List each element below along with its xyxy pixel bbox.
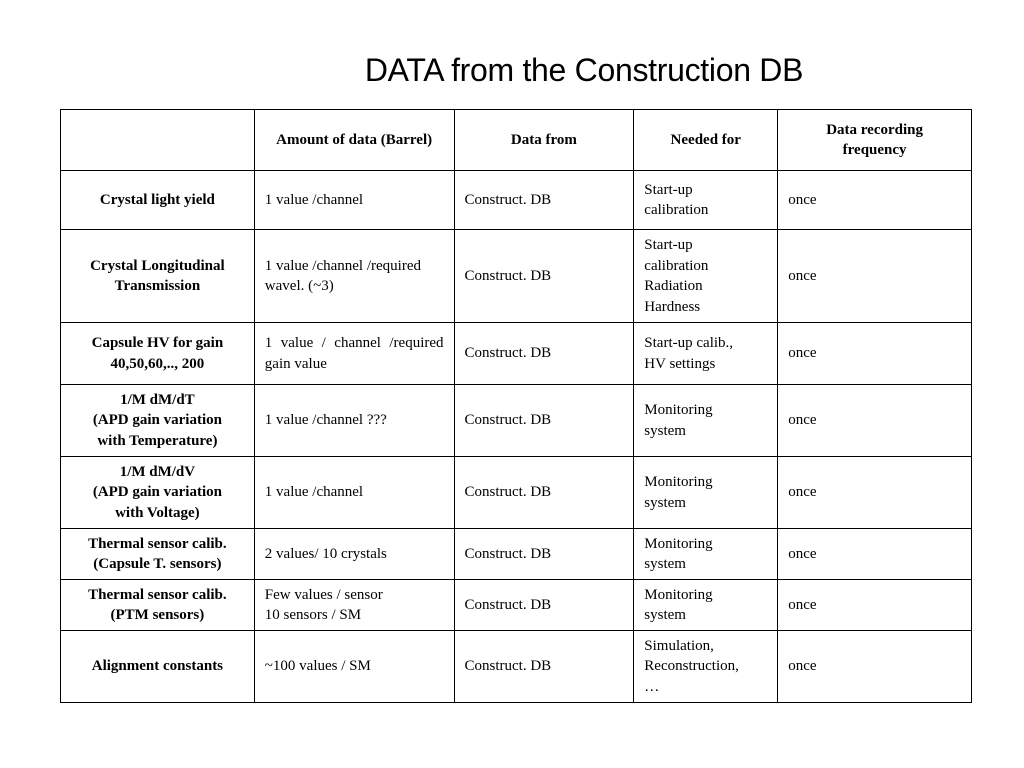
header-cell-empty [61,110,255,171]
table-row [61,580,972,631]
header-cell-needed-for: Needed for [634,110,778,171]
table-row [61,171,972,230]
header-cell-amount: Amount of data (Barrel) [254,110,454,171]
header-cell-frequency: Data recording frequency [778,110,972,171]
table-row [61,631,972,703]
table-row [61,323,972,385]
data-from-cell: Construct. DB [454,171,634,230]
table-header-row [61,110,972,171]
amount-cell: Few values / sensor 10 sensors / SM [254,580,454,631]
row-label: Thermal sensor calib. (PTM sensors) [61,580,255,631]
page-title: DATA from the Construction DB [364,52,804,88]
header-cell-data-from: Data from [454,110,634,171]
table-row [61,385,972,457]
needed-for-cell: Simulation, Reconstruction, … [634,631,778,703]
amount-cell: 1 value /channel ??? [254,385,454,457]
frequency-cell: once [778,529,972,580]
table-row [61,529,972,580]
amount-cell: 1 value /channel [254,457,454,529]
data-from-cell: Construct. DB [454,631,634,703]
data-from-cell: Construct. DB [454,580,634,631]
data-from-cell: Construct. DB [454,457,634,529]
amount-cell: 1 value /channel /required wavel. (~3) [254,230,454,323]
amount-cell: 1 value /channel [254,171,454,230]
data-from-cell: Construct. DB [454,529,634,580]
row-label: Crystal Longitudinal Transmission [61,230,255,323]
row-label: Alignment constants [61,631,255,703]
data-from-cell: Construct. DB [454,230,634,323]
needed-for-cell: Start-up calibration Radiation Hardness [634,230,778,323]
needed-for-cell: Monitoring system [634,385,778,457]
needed-for-cell: Start-up calibration [634,171,778,230]
frequency-cell: once [778,230,972,323]
needed-for-cell: Monitoring system [634,529,778,580]
row-label: Thermal sensor calib. (Capsule T. sensors) [61,529,255,580]
row-label: Crystal light yield [61,171,255,230]
frequency-cell: once [778,323,972,385]
row-label: 1/M dM/dT (APD gain variation with Temperature) [61,385,255,457]
table-row [61,230,972,323]
row-label: Capsule HV for gain 40,50,60,.., 200 [61,323,255,385]
row-label: 1/M dM/dV (APD gain variation with Voltage) [61,457,255,529]
needed-for-cell: Start-up calib., HV settings [634,323,778,385]
amount-cell: 1 value / channel /required gain value [254,323,454,385]
table-row [61,457,972,529]
frequency-cell: once [778,385,972,457]
data-from-cell: Construct. DB [454,385,634,457]
needed-for-cell: Monitoring system [634,580,778,631]
frequency-cell: once [778,580,972,631]
frequency-cell: once [778,457,972,529]
construction-db-table [60,109,972,703]
amount-cell: 2 values/ 10 crystals [254,529,454,580]
frequency-cell: once [778,171,972,230]
amount-cell: ~100 values / SM [254,631,454,703]
frequency-cell: once [778,631,972,703]
data-from-cell: Construct. DB [454,323,634,385]
needed-for-cell: Monitoring system [634,457,778,529]
